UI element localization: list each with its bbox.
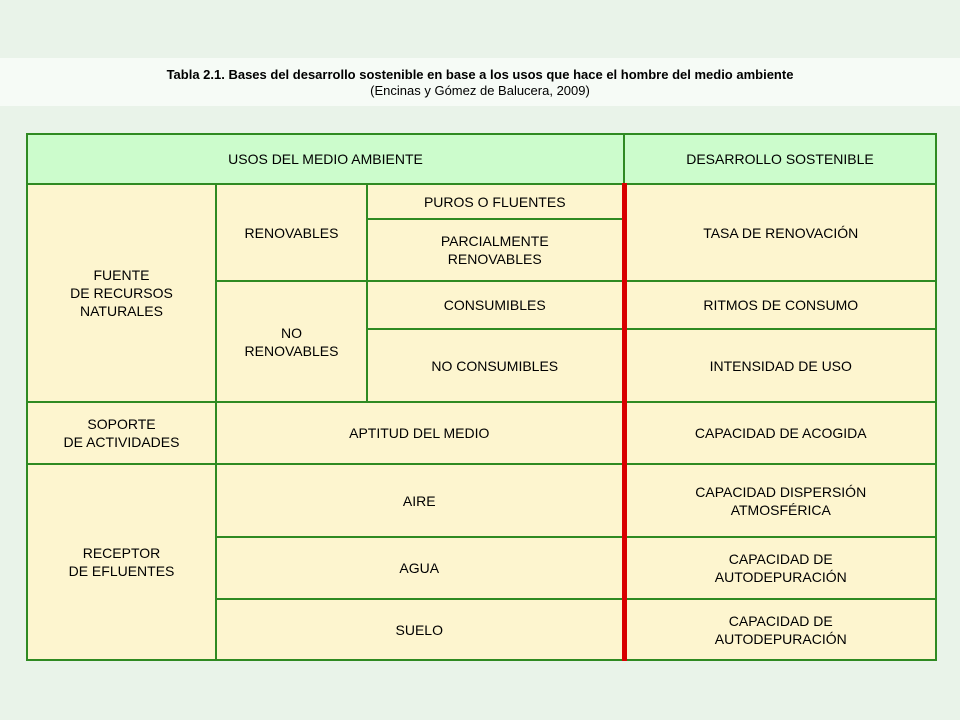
suelo-cap-line2: AUTODEPURACIÓN <box>714 630 847 647</box>
caption-source: (Encinas y Gómez de Balucera, 2009) <box>370 83 590 98</box>
agua-capacidad-cell <box>624 537 936 599</box>
consumibles-cell: CONSUMIBLES <box>367 281 624 329</box>
aire-cap-line2: ATMOSFÉRICA <box>730 501 831 518</box>
aire-cap-line1: CAPACIDAD DISPERSIÓN <box>695 483 867 500</box>
ritmos-cell: RITMOS DE CONSUMO <box>624 281 936 329</box>
table-row <box>27 184 936 219</box>
parcial-cell <box>367 219 624 281</box>
table-row <box>27 402 936 464</box>
parcial-line2: RENOVABLES <box>447 251 542 267</box>
table-row <box>27 464 936 537</box>
no-renovables-line1: NO <box>281 324 302 341</box>
no-consumibles-cell: NO CONSUMIBLES <box>367 329 624 402</box>
no-renovables-cell <box>216 281 367 402</box>
fuente-label-line2: DE RECURSOS <box>70 285 173 301</box>
renovables-cell: RENOVABLES <box>216 184 367 281</box>
suelo-cap-line1: CAPACIDAD DE <box>728 612 833 629</box>
parcial-line1: PARCIALMENTE <box>440 233 549 249</box>
aire-cell: AIRE <box>216 464 624 537</box>
soporte-label-line1: SOPORTE <box>87 416 156 432</box>
fuente-label-cell <box>27 184 216 402</box>
agua-cap-line1: CAPACIDAD DE <box>728 551 833 567</box>
header-usos: USOS DEL MEDIO AMBIENTE <box>27 134 624 184</box>
table-container <box>26 133 937 661</box>
header-desarrollo: DESARROLLO SOSTENIBLE <box>624 134 936 184</box>
tasa-cell: TASA DE RENOVACIÓN <box>624 184 936 281</box>
agua-cap-line2: AUTODEPURACIÓN <box>714 569 847 585</box>
soporte-label-cell <box>27 402 216 464</box>
suelo-cell: SUELO <box>216 599 624 660</box>
receptor-label-line2: DE EFLUENTES <box>68 563 175 579</box>
fuente-label-line3: NATURALES <box>80 303 163 319</box>
receptor-label-cell <box>27 464 216 660</box>
suelo-capacidad-cell <box>624 599 936 660</box>
no-renovables-line2: RENOVABLES <box>244 342 339 359</box>
fuente-label-line1: FUENTE <box>93 267 150 283</box>
table-header-row <box>27 134 936 184</box>
table-caption <box>0 58 960 106</box>
acogida-cell: CAPACIDAD DE ACOGIDA <box>624 402 936 464</box>
puros-cell: PUROS O FLUENTES <box>367 184 624 219</box>
caption-title: Tabla 2.1. Bases del desarrollo sostenible en base a los usos que hace el hombre del medio ambiente <box>166 67 794 82</box>
intensidad-cell: INTENSIDAD DE USO <box>624 329 936 402</box>
soporte-label-line2: DE ACTIVIDADES <box>63 434 180 450</box>
sustainable-development-table <box>26 133 937 661</box>
receptor-label-line1: RECEPTOR <box>82 545 161 561</box>
aire-capacidad-cell <box>624 464 936 537</box>
agua-cell: AGUA <box>216 537 624 599</box>
aptitud-cell: APTITUD DEL MEDIO <box>216 402 624 464</box>
